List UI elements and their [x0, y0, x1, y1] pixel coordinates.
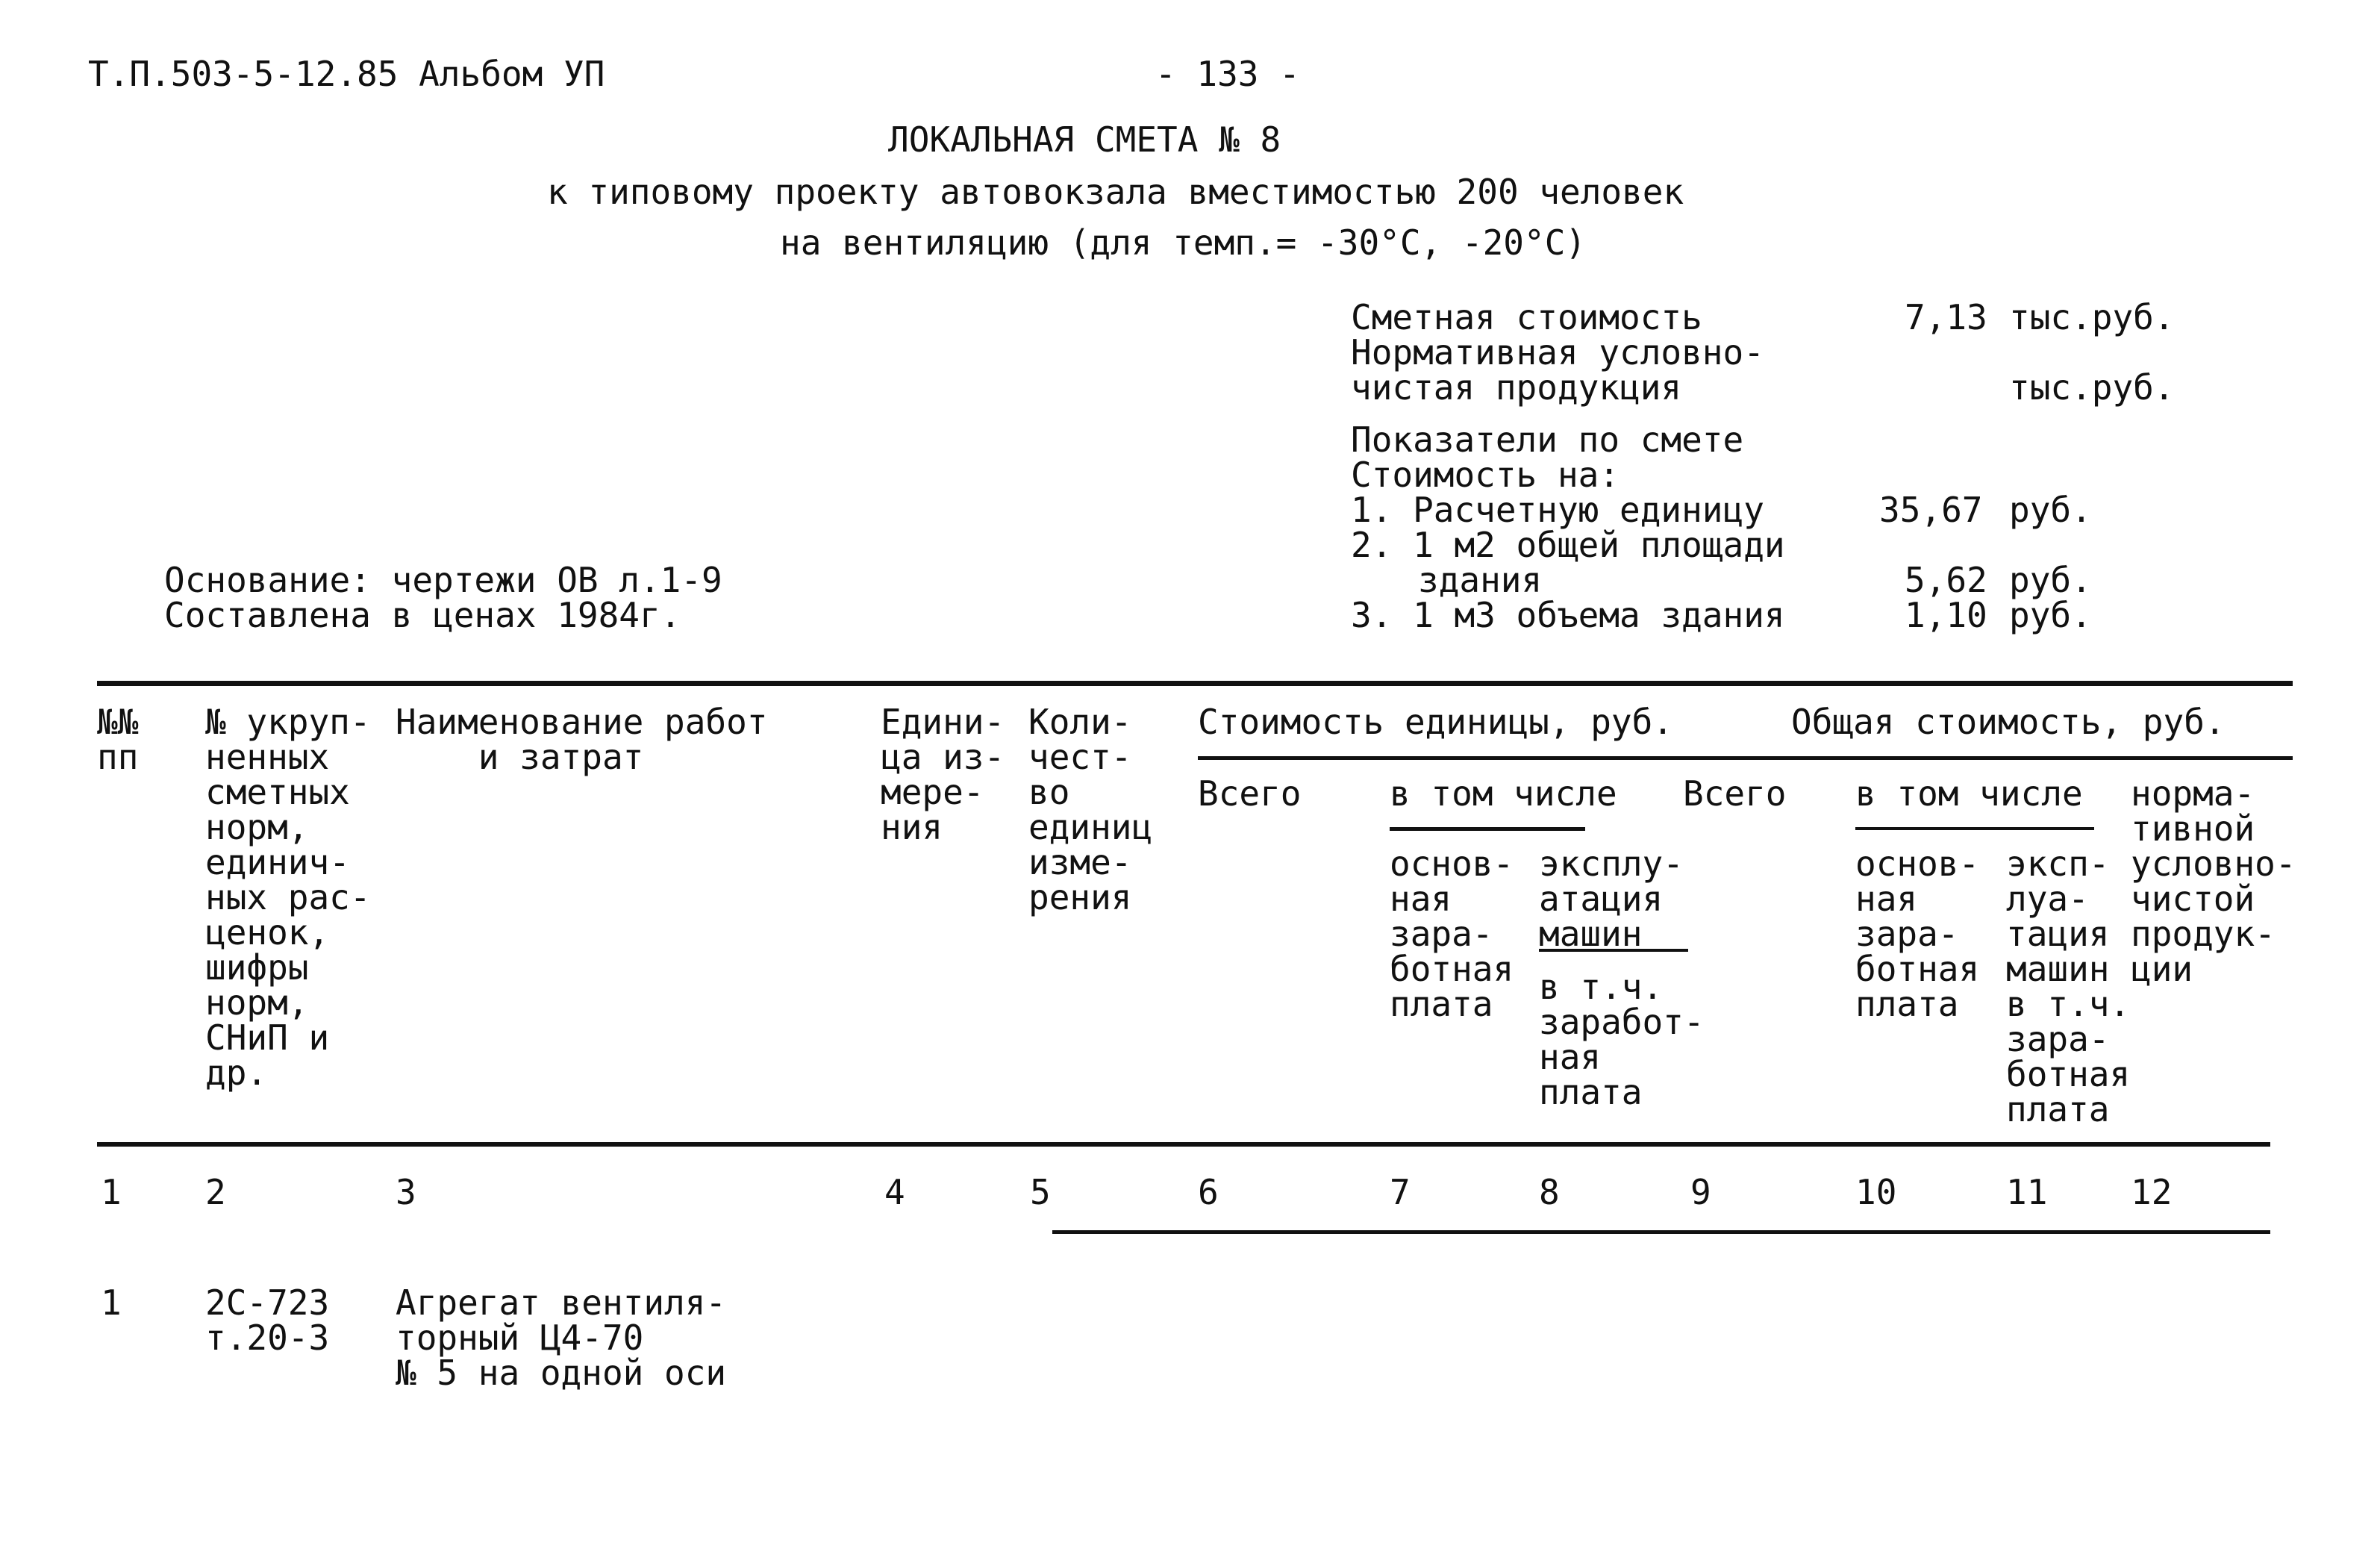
- header-including-2: в том числе: [1855, 773, 2083, 814]
- column-number: 7: [1390, 1172, 1411, 1212]
- document-title: ЛОКАЛЬНАЯ СМЕТА № 8: [888, 119, 1281, 160]
- basis-line-1: Основание: чертежи ОВ л.1-9: [164, 560, 722, 600]
- column-number: 1: [101, 1172, 122, 1212]
- column-number: 2: [205, 1172, 226, 1212]
- row-number: 1: [101, 1282, 122, 1323]
- header-total-cost-group: Общая стоимость, руб.: [1791, 702, 2226, 742]
- table-top-rule: [97, 681, 2293, 686]
- page-number: - 133 -: [1155, 54, 1300, 94]
- indicator-2-label: 2. 1 м2 общей площади: [1351, 525, 1785, 565]
- group-underline-1: [1198, 756, 2293, 760]
- column-number: 4: [884, 1172, 905, 1212]
- column-number: 5: [1030, 1172, 1051, 1212]
- header-total-base-wage: основ- ная зара- ботная плата: [1855, 844, 1980, 1024]
- cost-unit: тыс.руб.: [2009, 297, 2175, 337]
- document-subtitle: к типовому проекту автовокзала вместимостью 200 человек: [547, 172, 1684, 212]
- header-quantity: Коли- чест- во единиц изме- рения: [1028, 702, 1153, 917]
- row-norm-code: 2С-723 т.20-3: [205, 1282, 330, 1358]
- header-row-number: №№ пп: [97, 702, 139, 777]
- cost-value: 7,13: [1905, 297, 1987, 337]
- header-total: Всего: [1683, 773, 1787, 814]
- row-work-name: Агрегат вентиля- торный Ц4-70 № 5 на одной оси: [396, 1282, 727, 1393]
- document-subtitle-2: на вентиляцию (для темп.= -30°С, -20°С): [780, 222, 1587, 263]
- column-number: 6: [1198, 1172, 1219, 1212]
- indicator-2-unit: руб.: [2009, 560, 2092, 600]
- cost-per-label: Стоимость на:: [1351, 455, 1620, 495]
- indicator-1-value: 35,67: [1879, 490, 1983, 530]
- header-work-name: Наименование работ и затрат: [396, 702, 768, 777]
- document-code: Т.П.503-5-12.85 Альбом УП: [88, 54, 605, 94]
- numbers-underline: [1052, 1230, 2270, 1234]
- column-number: 12: [2131, 1172, 2173, 1212]
- indicator-3-unit: руб.: [2009, 595, 2092, 635]
- header-base-wage: основ- ная зара- ботная плата: [1390, 844, 1514, 1024]
- header-including-1: в том числе: [1390, 773, 1617, 814]
- norm-label-1: Нормативная условно-: [1351, 332, 1764, 372]
- indicator-1-unit: руб.: [2009, 490, 2092, 530]
- indicator-1-label: 1. Расчетную единицу: [1351, 490, 1764, 530]
- column-number: 10: [1855, 1172, 1897, 1212]
- header-total-machines: эксп- луа- тация машин: [2006, 844, 2110, 989]
- cost-label: Сметная стоимость: [1351, 297, 1702, 337]
- incl-underline-2: [1855, 827, 2094, 830]
- indicators-label: Показатели по смете: [1351, 420, 1744, 460]
- indicator-2-value: 5,62: [1905, 560, 1987, 600]
- indicator-3-label: 3. 1 м3 объема здания: [1351, 595, 1785, 635]
- column-number: 11: [2006, 1172, 2048, 1212]
- header-unit: Едини- ца из- мере- ния: [881, 702, 1005, 847]
- indicator-2-label-2: здания: [1418, 560, 1543, 600]
- indicator-3-value: 1,10: [1905, 595, 1987, 635]
- header-machines: эксплу- атация машин: [1539, 844, 1684, 954]
- header-machines-wage: в т.ч. заработ- ная плата: [1539, 967, 1705, 1112]
- column-number: 9: [1690, 1172, 1711, 1212]
- norm-label-2: чистая продукция: [1351, 367, 1682, 408]
- column-number: 3: [396, 1172, 416, 1212]
- header-unit-total: Всего: [1198, 773, 1302, 814]
- header-norm-code: № укруп- ненных сметных норм, единич- ных рас- ценок, шифры норм, СНиП и др.: [205, 702, 371, 1093]
- header-total-machines-wage: в т.ч. зара- ботная плата: [2006, 984, 2131, 1129]
- incl-underline-1: [1390, 827, 1585, 831]
- norm-unit: тыс.руб.: [2009, 367, 2175, 408]
- header-bottom-rule: [97, 1142, 2270, 1147]
- header-unit-cost-group: Стоимость единицы, руб.: [1198, 702, 1673, 742]
- header-normative-product: норма- тивной условно- чистой продук- ции: [2131, 773, 2296, 989]
- column-number: 8: [1539, 1172, 1560, 1212]
- basis-line-2: Составлена в ценах 1984г.: [164, 595, 681, 635]
